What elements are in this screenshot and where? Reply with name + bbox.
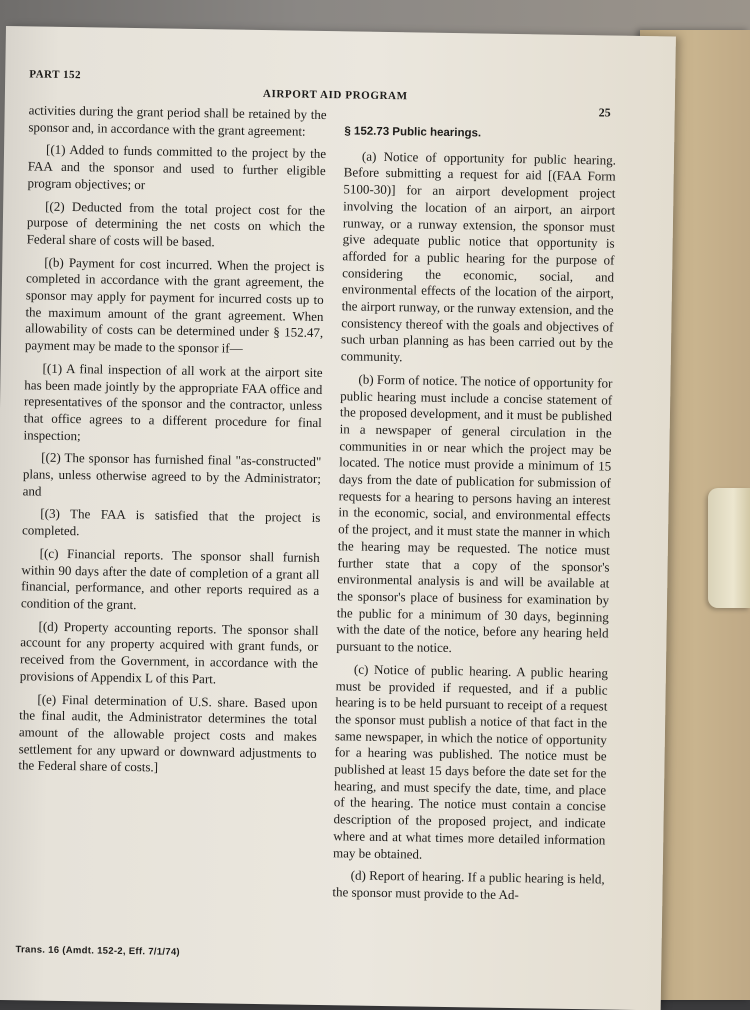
paragraph-b: [(b) Payment for cost incurred. When the project is completed in accordance with the grant agreement, the sponsor may apply for payment for incurred costs up to the maximum amount of the grant agreement. When allowability of costs can be determined under § 152.47, payment may be made to the sponsor if— xyxy=(24,254,325,356)
paragraph-c: [(c) Financial reports. The sponsor shall furnish within 90 days after the date of completion of a grant all financial, performance, and other reports required as a condition of the grant. xyxy=(20,545,320,613)
paragraph-b1: [(1) A final inspection of all work at the airport site has been made jointly by the appropriate FAA office and representatives of the sponsor and the contractor, unless that office agrees to a different procedure for final inspection; xyxy=(23,360,323,443)
paragraph-continuation: activities during the grant period shall be retained by the sponsor and, in accordance with the grant agreement: xyxy=(28,102,327,139)
paragraph-73c: (c) Notice of public hearing. A public hearing must be provided if requested, and if a public hearing is to be held pursuant to receipt of a request the sponsor must publish a notice of that fact in the same newspaper, in which the notice of opportunity for a hearing was published. The notice must be published at least 15 days before the date set for the hearing, and must specify the date, time, and place of the hearing. The notice must contain a concise description of the proposed project, and indicate where and at what times more detailed information may be obtained. xyxy=(332,661,609,862)
running-header-title: AIRPORT AID PROGRAM xyxy=(262,88,408,103)
page-footer: Trans. 16 (Amdt. 152-2, Eff. 7/1/74) xyxy=(15,944,181,958)
page-number: 25 xyxy=(598,105,611,120)
paragraph-d: [(d) Property accounting reports. The sponsor shall account for any property acquired with grant funds, or received from the Government, in accordance with the provisions of Appendix L of this Part. xyxy=(19,618,319,687)
paragraph-a2: [(2) Deducted from the total project cost for the purpose of determining the net costs on which the Federal share of costs will be based. xyxy=(26,198,326,250)
paragraph-b2: [(2) The sponsor has furnished final "as-constructed" plans, unless otherwise agreed to by the Administrator; and xyxy=(22,449,322,499)
right-column xyxy=(332,123,616,911)
paragraph-e: [(e) Final determination of U.S. share. Based upon the final audit, the Administrator determines the total amount of the allowable project costs and makes settlement for any upward or downward adjustments to the Federal share of costs.] xyxy=(18,691,318,775)
section-heading: § 152.73 Public hearings. xyxy=(344,125,482,140)
left-column xyxy=(18,102,327,785)
index-tab xyxy=(708,488,750,608)
document-page xyxy=(0,26,676,1010)
paragraph-73d: (d) Report of hearing. If a public hearing is held, the sponsor must provide to the Ad- xyxy=(332,867,605,903)
paragraph-73a: (a) Notice of opportunity for public hearing. Before submitting a request for aid [(FAA Form 5100-30)] for an airport development project involving the location of an airport, an airport runway, or a runway extension, the sponsor must give adequate public notice that opportunity is afforded for a public hearing for the purpose of considering the economic, social, and environmental effects of the location of the airport, the airport runway, or the runway extension, and the consistency thereof with the goals and objectives of such urban planning as has been carried out by the community. xyxy=(340,148,617,365)
paragraph-a1: [(1) Added to funds committed to the project by the FAA and the sponsor and used to further eligible program objectives; or xyxy=(27,142,327,193)
paragraph-b3: [(3) The FAA is satisfied that the project is completed. xyxy=(21,506,321,539)
running-header-part: PART 152 xyxy=(29,68,82,82)
paragraph-73b: (b) Form of notice. The notice of opportunity for public hearing must include a concise statement of the proposed development, and it must be published in a newspaper of general circulation in the communities in or near which the project may be located. The notice must provide a minimum of 15 days from the date of publication for submission of requests for a hearing to persons having an interest in the economic, social, and environmental effects of the project, and it must state the manner in which the hearing may be requested. The notice must further state that a copy of the sponsor's environmental analysis is and will be available at the sponsor's place of business for examination by the public for a minimum of 30 days, beginning with the date of the notice, before any hearing held pursuant to the notice. xyxy=(336,371,613,656)
